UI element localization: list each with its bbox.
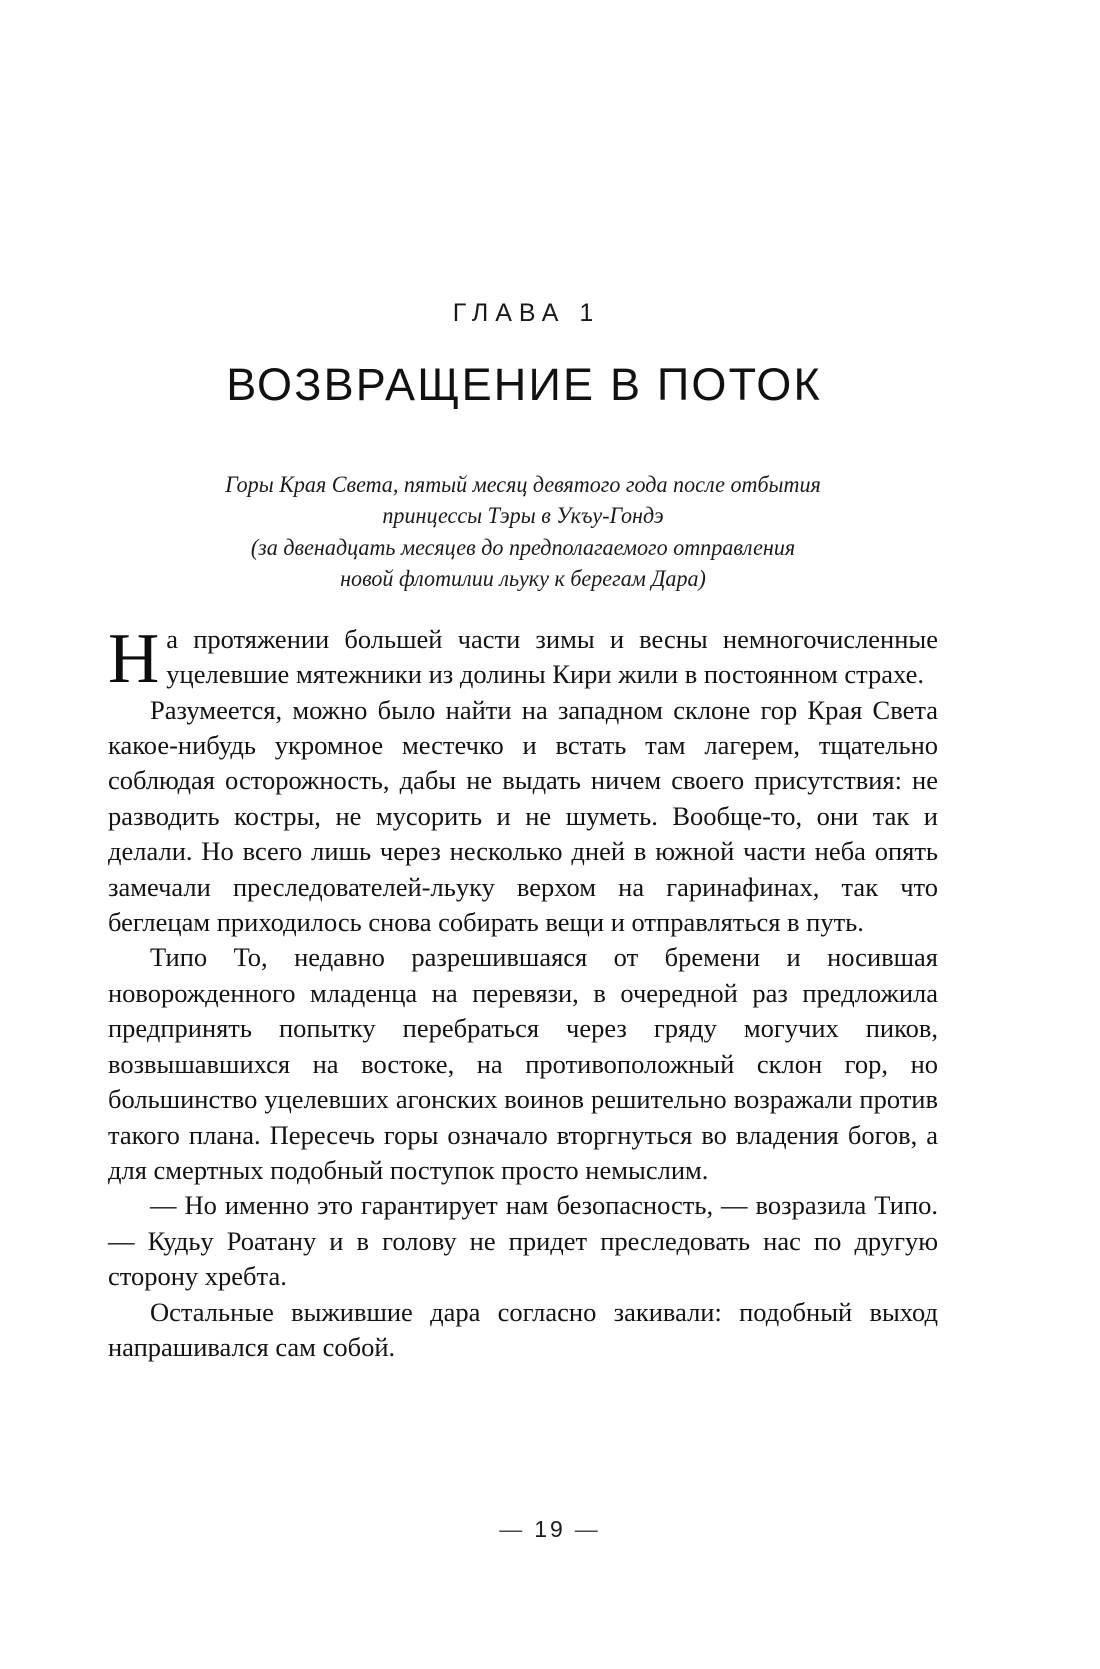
epigraph-line: (за двенадцать месяцев до предполагаемого отправления: [250, 534, 796, 561]
paragraph-dialogue: [108, 1188, 938, 1294]
paragraph-text: Разумеется, можно было найти на западном склоне гор Края Света какое-нибудь укромное местечко и встать там лагерем, тщательно соблюдая осторожность, дабы не выдать ничем своего присутствия: не разводить костры, не мусорить и не шуметь. Вообще-то, они так и делали. Но всего лишь через несколько дней в южной части неба опять замечали преследователей-льуку верхом на гаринафинах, так что беглецам приходилось снова собирать вещи и отправляться в путь.: [108, 694, 938, 938]
paragraph-text: — Но именно это гарантирует нам безопасность, — возразила Типо. — Кудьу Роатану и в голову не придет преследовать нас по другую сторону хребта.: [108, 1190, 938, 1292]
folio-dash-left: —: [499, 1516, 526, 1542]
paragraph-text: а протяжении большей части зимы и весны немногочисленные уцелевшие мятежники из долины Кири жили в постоянном страхе.: [166, 623, 938, 690]
chapter-label: ГЛАВА 1: [452, 299, 601, 327]
folio-number: 19: [534, 1516, 566, 1542]
folio-dash-right: —: [574, 1516, 601, 1542]
page-folio: [0, 1516, 1100, 1543]
body-text: [108, 619, 938, 1366]
paragraph: [108, 693, 938, 941]
epigraph: [133, 470, 913, 596]
paragraph-text: Типо То, недавно разрешившаяся от бремени и носившая новорожденного младенца на перевязи, в очередной раз предложила предпринять попытку перебраться через гряду могучих пиков, возвышавшихся на востоке, на противоположный склон гор, но большинство уцелевших агонских воинов решительно возражали против такого плана. Пересечь горы означало вторгнуться во владения богов, а для смертных подобный поступок просто немыслим.: [108, 942, 938, 1185]
paragraph: [108, 940, 938, 1188]
epigraph-line: принцессы Тэры в Укъу-Гондэ: [382, 503, 664, 530]
paragraph: [108, 619, 938, 698]
epigraph-line: новой флотилии льуку к берегам Дара): [340, 566, 706, 593]
paragraph: [108, 1295, 938, 1366]
chapter-title: ВОЗВРАЩЕНИЕ В ПОТОК: [226, 358, 822, 410]
drop-cap: Н: [108, 619, 160, 698]
epigraph-line: Горы Края Света, пятый месяц девятого года после отбытия: [225, 471, 821, 498]
page-content: [108, 300, 938, 1365]
paragraph-text: Остальные выжившие дара согласно закивали: подобный выход напрашивался сам собой.: [108, 1296, 938, 1362]
